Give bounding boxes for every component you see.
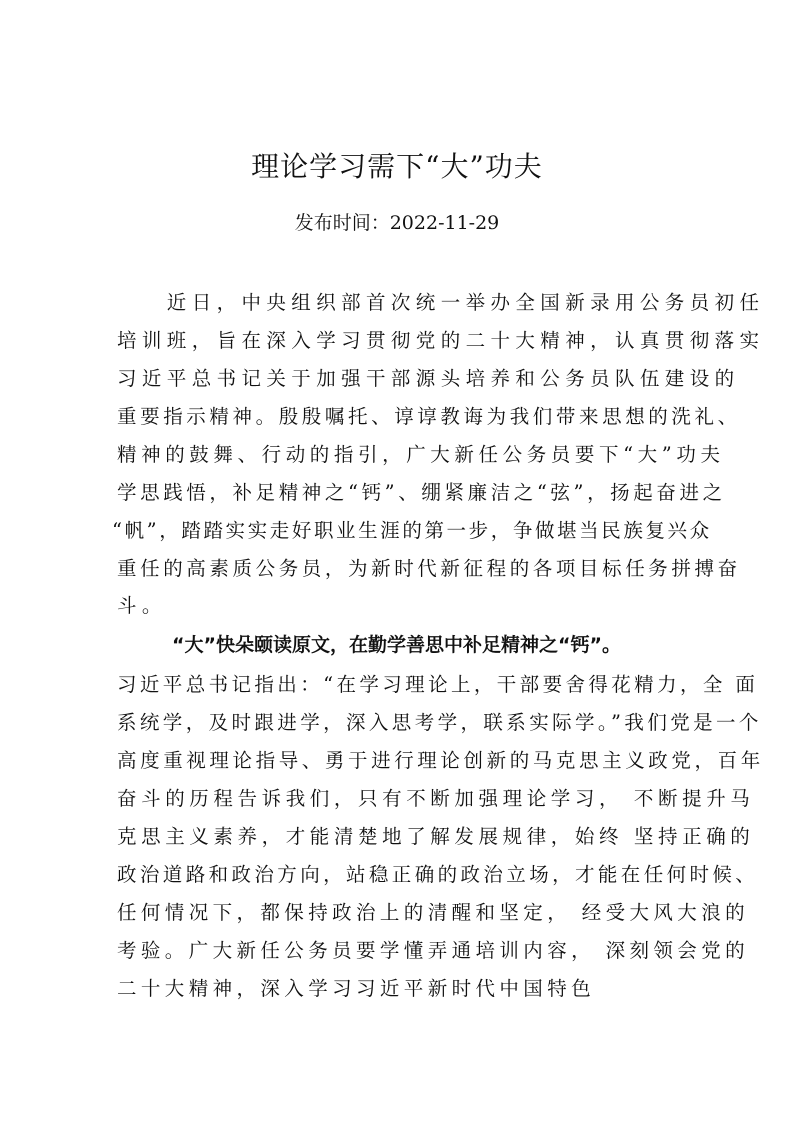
text-line: 任何情况下，都保持政治上的清醒和坚定， 经受大风大浪的 — [117, 901, 749, 924]
text-line: 习近平总书记关于加强干部源头培养和公务员队伍建设的 — [117, 367, 740, 390]
text-line: 系统学，及时跟进学，深入思考学，联系实际学。”我们党是一个 — [117, 711, 762, 734]
text-line: 近日，中央组织部首次统一举办全国新录用公务员初任 — [117, 291, 765, 314]
publish-date: 发布时间：2022-11-29 — [294, 212, 500, 234]
text-line: 政治道路和政治方向，站稳正确的政治立场，才能在任何时候、 — [117, 863, 759, 886]
text-line: 二十大精神，深入学习习近平新时代中国特色 — [117, 977, 596, 1000]
article-title: 理论学习需下“大”功夫 — [251, 150, 543, 183]
text-line: 斗。 — [117, 594, 167, 617]
text-line: 习近平总书记指出：“在学习理论上，干部要舍得花精力，全 面 — [117, 673, 759, 696]
text-line: 考验。广大新任公务员要学懂弄通培训内容， 深刻领会党的 — [117, 939, 749, 962]
text-line: 重要指示精神。殷殷嘱托、谆谆教诲为我们带来思想的洗礼、 — [117, 405, 741, 428]
text-line: 重任的高素质公务员，为新时代新征程的各项目标任务拼搏奋 — [117, 557, 741, 580]
text-line: 学思践悟，补足精神之“钙”、绷紧廉洁之“弦”，扬起奋进之 — [117, 481, 726, 504]
text-line: 精神的鼓舞、行动的指引，广大新任公务员要下“大”功夫 — [117, 443, 725, 466]
text-line: 克思主义素养，才能清楚地了解发展规律，始终 坚持正确的 — [117, 825, 755, 848]
text-line: 培训班，旨在深入学习贯彻党的二十大精神，认真贯彻落实 — [117, 329, 765, 352]
text-line: “帆”，踏踏实实走好职业生涯的第一步，争做堪当民族复兴众 — [112, 519, 712, 542]
text-line: 奋斗的历程告诉我们，只有不断加强理论学习， 不断提升马 — [117, 787, 755, 810]
section-subheading: “大”快朵颐读原文，在勤学善思中补足精神之“钙”。 — [172, 634, 621, 656]
text-line: 高度重视理论指导、勇于进行理论创新的马克思主义政党，百年 — [117, 749, 764, 772]
